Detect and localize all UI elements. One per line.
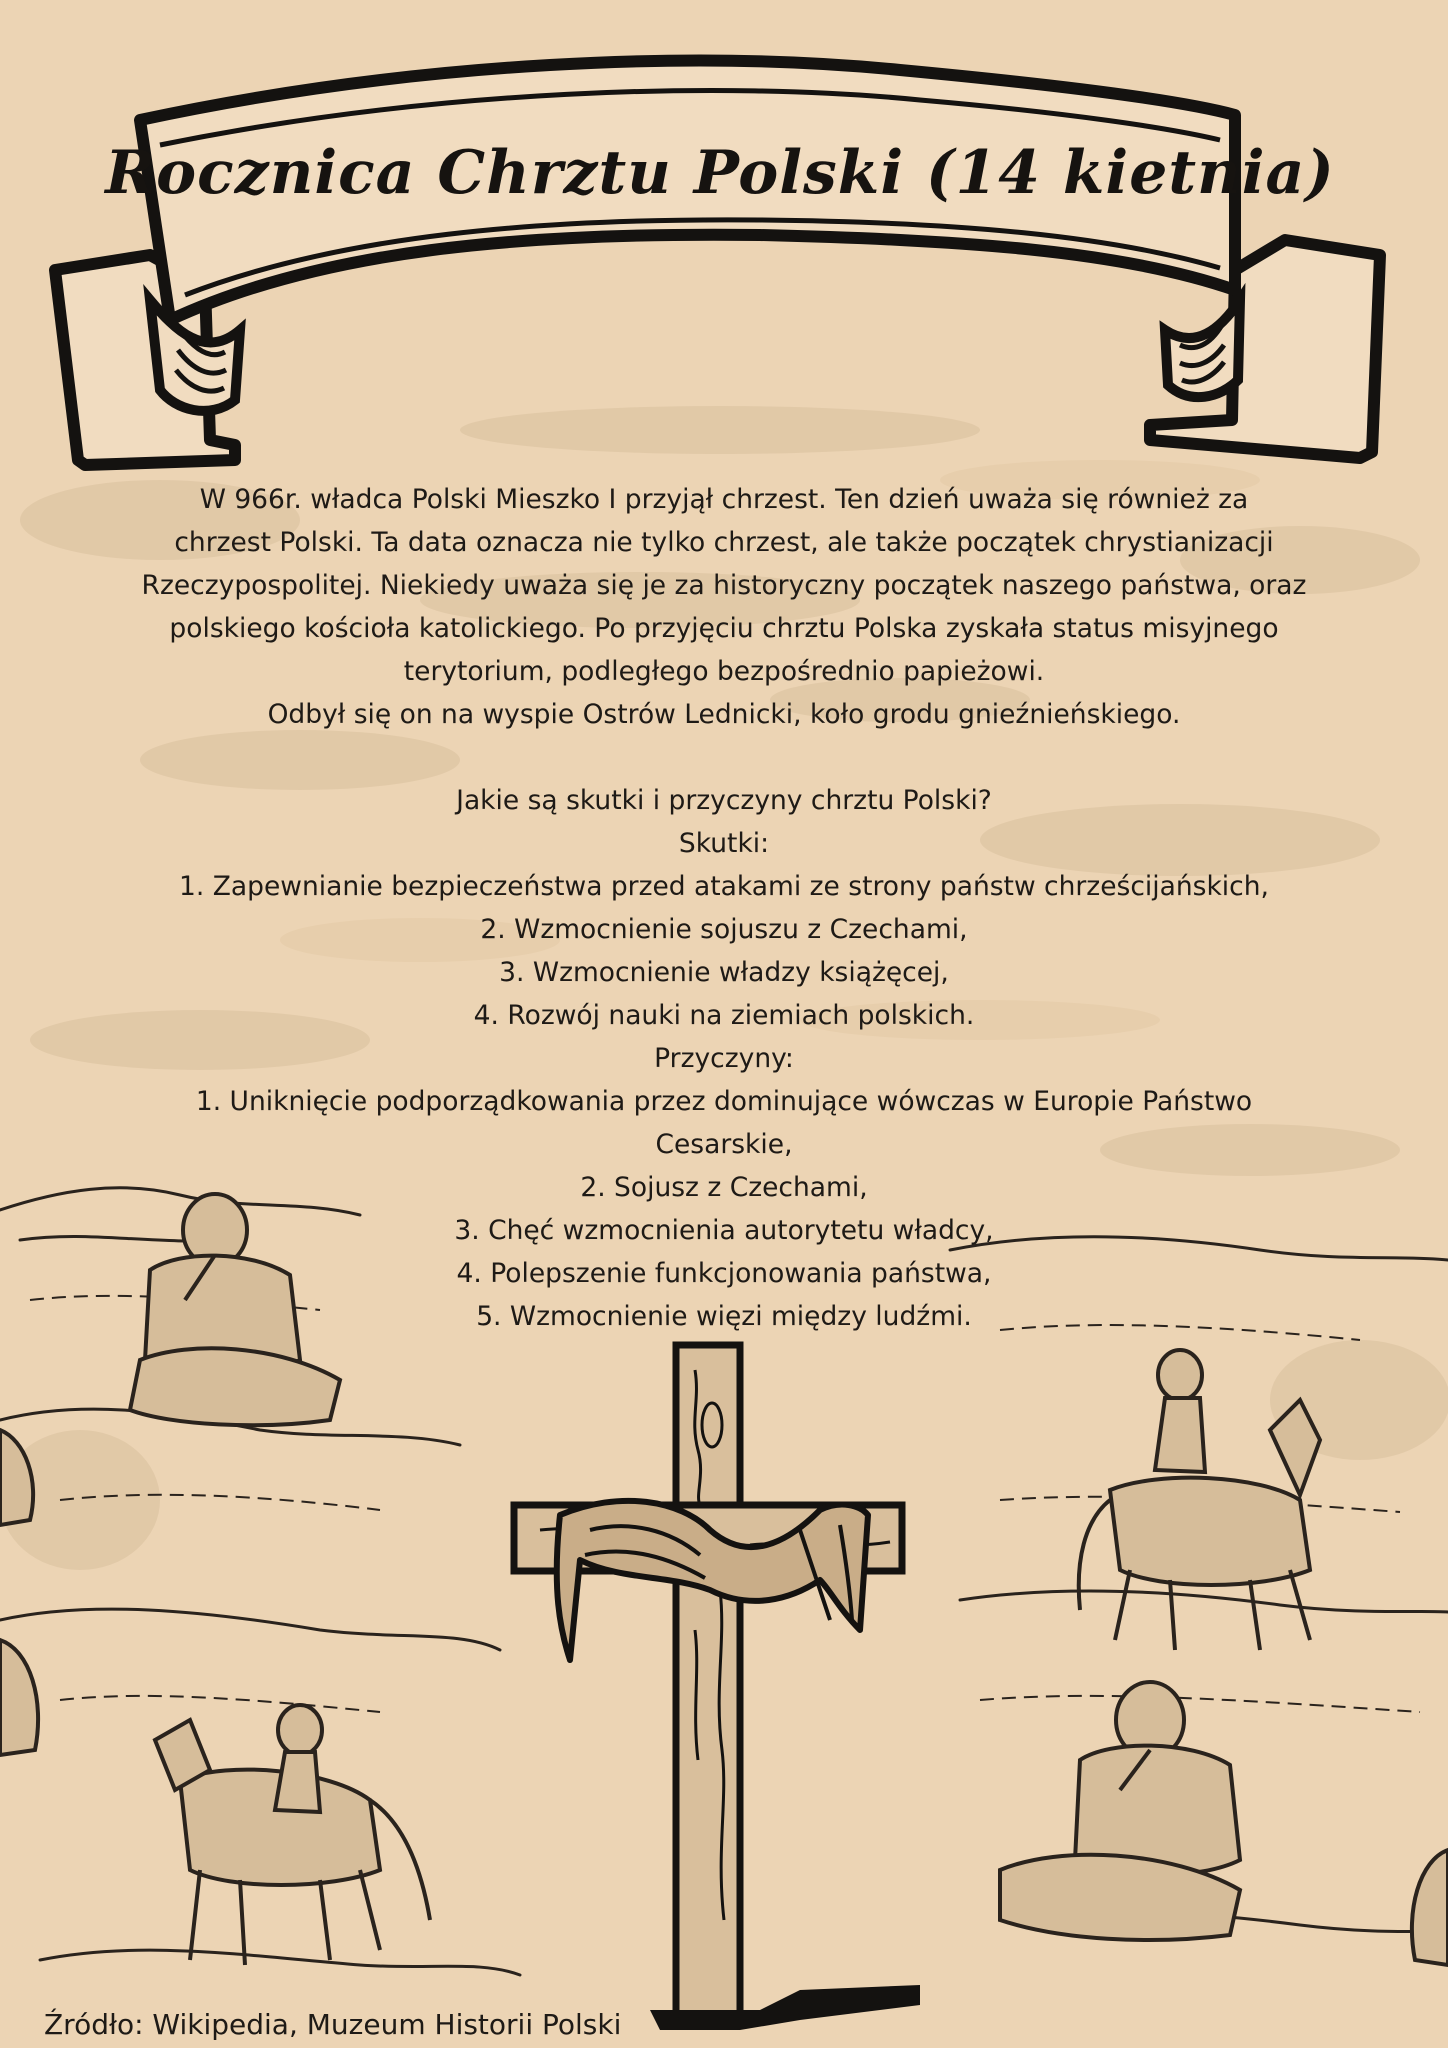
causes-item: 1. Uniknięcie podporządkowania przez dominujące wówczas w Europie Państwo: [195, 1086, 1253, 1117]
intro-line: chrzest Polski. Ta data oznacza nie tylko chrzest, ale także początek chrystianizacji: [174, 527, 1274, 558]
seated-man-illustration: [1000, 1682, 1240, 1940]
source-credit: Źródło: Wikipedia, Muzeum Historii Polski: [44, 2008, 622, 2041]
effects-heading: Skutki:: [678, 828, 770, 859]
ribbon-banner-icon: [0, 0, 1448, 480]
page-title: Rocznica Chrztu Polski (14 kietnia): [105, 138, 1335, 208]
effects-item: 3. Wzmocnienie władzy książęcej,: [499, 957, 949, 988]
causes-item: Cesarskie,: [655, 1129, 793, 1160]
effects-item: 4. Rozwój nauki na ziemiach polskich.: [473, 1000, 975, 1031]
intro-line: polskiego kościoła katolickiego. Po przyjęciu chrztu Polska zyskała status misyjnego: [169, 613, 1279, 644]
question-heading: Jakie są skutki i przyczyny chrztu Polski?: [456, 785, 992, 816]
causes-item: 2. Sojusz z Czechami,: [580, 1172, 868, 1203]
main-text: [70, 478, 1378, 1338]
intro-line: Rzeczypospolitej. Niekiedy uważa się je za historyczny początek naszego państwa, oraz: [141, 570, 1307, 601]
intro-line: W 966r. władca Polski Mieszko I przyjął chrzest. Ten dzień uważa się również za: [199, 484, 1249, 515]
horse-rider-illustration: [155, 1705, 430, 1965]
effects-item: 2. Wzmocnienie sojuszu z Czechami,: [480, 914, 968, 945]
effects-item: 1. Zapewnianie bezpieczeństwa przed atakami ze strony państw chrześcijańskich,: [179, 871, 1269, 902]
intro-line: Odbył się on na wyspie Ostrów Lednicki, koło grodu gnieźnieńskiego.: [267, 699, 1181, 730]
causes-item: 3. Chęć wzmocnienia autorytetu władcy,: [454, 1215, 994, 1246]
causes-item: 5. Wzmocnienie więzi między ludźmi.: [476, 1301, 972, 1332]
intro-line: terytorium, podległego bezpośrednio papieżowi.: [403, 656, 1045, 687]
causes-heading: Przyczyny:: [654, 1043, 794, 1074]
draped-cross-icon: [500, 1330, 920, 2030]
spacer: [70, 736, 1378, 779]
causes-item: 4. Polepszenie funkcjonowania państwa,: [456, 1258, 992, 1289]
